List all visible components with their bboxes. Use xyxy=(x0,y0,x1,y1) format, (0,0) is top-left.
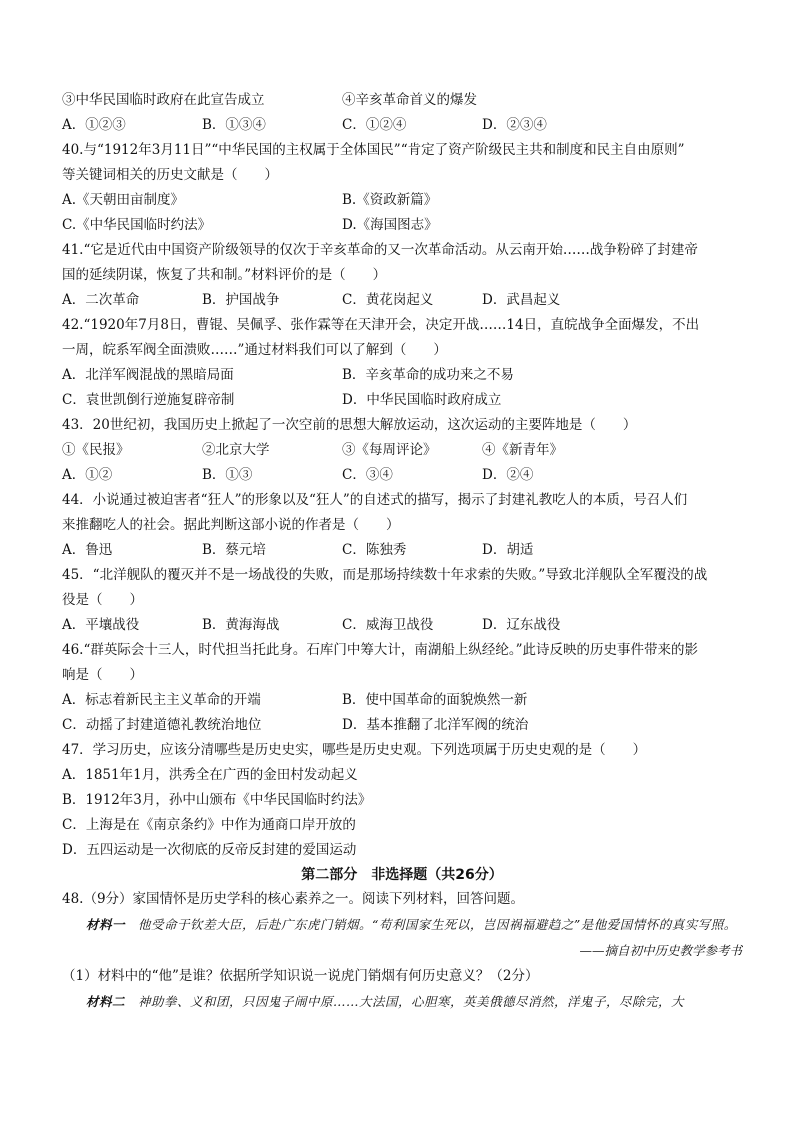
choice-a: A．鲁迅 xyxy=(62,542,113,558)
q47-choice-a: A．1851年1月，洪秀全在广西的金田村发动起义 xyxy=(62,767,358,783)
q48-sub1: （1）材料中的“他”是谁？依据所学知识说一说虎门销烟有何历史意义？（2分） xyxy=(62,968,539,984)
q47-choice-c: C．上海是在《南京条约》中作为通商口岸开放的 xyxy=(62,817,356,833)
choice-b: B．①③ xyxy=(202,467,253,483)
q43-items xyxy=(62,438,742,463)
choice-c: C．③④ xyxy=(342,467,393,483)
carry-items xyxy=(62,88,742,113)
choice-a: A．北洋军阀混战的黑暗局面 xyxy=(62,367,234,383)
q41-choices xyxy=(62,288,742,313)
choice-d: D．中华民国临时政府成立 xyxy=(342,392,502,408)
choice-d: D.《海国图志》 xyxy=(342,217,438,233)
q46-choices-row1 xyxy=(62,688,742,713)
q46-stem-line1: 46.“群英际会十三人，时代担当托此身。石库门中筹大计，南湖船上纵经纶。”此诗反映的历史事件带来的影 xyxy=(62,642,699,658)
q45-stem-line2: 役是（ ） xyxy=(62,592,143,608)
q45-stem-line1: 45．“北洋舰队的覆灭并不是一场战役的失败，而是那场持续数十年求索的失败。”导致北洋舰队全军覆没的战 xyxy=(62,567,708,583)
choice-c: C．威海卫战役 xyxy=(342,617,434,633)
choice-a: A．平壤战役 xyxy=(62,617,140,633)
choice-b: B．蔡元培 xyxy=(202,542,266,558)
item-2: ②北京大学 xyxy=(202,442,270,458)
q41-stem-line2: 国的延续阴谋，恢复了共和制。”材料评价的是（ ） xyxy=(62,267,387,283)
choice-b: B．使中国革命的面貌焕然一新 xyxy=(342,692,528,708)
item-1: ①《民报》 xyxy=(62,442,130,458)
choice-d: D．②④ xyxy=(482,467,534,483)
choice-d: D．胡适 xyxy=(482,542,534,558)
choice-a: A．①②③ xyxy=(62,117,126,133)
choice-b: B．辛亥革命的成功来之不易 xyxy=(342,367,514,383)
material-1-source: ——摘自初中历史教学参考书 xyxy=(579,943,742,958)
material-2-text: 神助拳、义和团，只因鬼子闹中原……大法国，心胆寒，英美俄德尽消然，洋鬼子，尽除完，大 xyxy=(125,994,685,1009)
carry-choices xyxy=(62,113,742,138)
choice-b: B．黄海海战 xyxy=(202,617,280,633)
q47-choice-b: B．1912年3月，孙中山颁布《中华民国临时约法》 xyxy=(62,792,372,808)
exam-page xyxy=(62,88,742,1015)
material-1-tag: 材料一 xyxy=(86,917,126,932)
carry-opt3: ③中华民国临时政府在此宣告成立 xyxy=(62,92,265,108)
material-2 xyxy=(62,989,742,1015)
q42-stem-line1: 42.“1920年7月8日，曹锟、吴佩孚、张作霖等在天津开会，决定开战……14日，直皖战争全面爆发，不出 xyxy=(62,317,700,333)
choice-d: D．辽东战役 xyxy=(482,617,561,633)
q42-choices-row2 xyxy=(62,388,742,413)
q48-stem: 48.（9分）家国情怀是历史学科的核心素养之一。阅读下列材料，回答问题。 xyxy=(62,891,525,907)
choice-a: A．①② xyxy=(62,467,113,483)
choice-b: B.《资政新篇》 xyxy=(342,192,438,208)
material-2-tag: 材料二 xyxy=(86,994,126,1009)
q41-stem-line1: 41.“它是近代由中国资产阶级领导的仅次于辛亥革命的又一次革命活动。从云南开始……战争粉碎了封建帝 xyxy=(62,242,698,258)
choice-d: D．②③④ xyxy=(482,117,547,133)
choice-c: C．袁世凯倒行逆施复辟帝制 xyxy=(62,392,235,408)
q43-choices xyxy=(62,463,742,488)
choice-a: A．二次革命 xyxy=(62,292,140,308)
q45-choices xyxy=(62,613,742,638)
choice-d: D．武昌起义 xyxy=(482,292,561,308)
choice-c: C.《中华民国临时约法》 xyxy=(62,217,212,233)
q40-choices-row2 xyxy=(62,213,742,238)
choice-c: C．动摇了封建道德礼教统治地位 xyxy=(62,717,262,733)
choice-a: A.《天朝田亩制度》 xyxy=(62,192,185,208)
q42-stem-line2: 一周，皖系军阀全面溃败……”通过材料我们可以了解到（ ） xyxy=(62,342,447,358)
q44-stem-line2: 来推翻吃人的社会。据此判断这部小说的作者是（ ） xyxy=(62,517,400,533)
material-1 xyxy=(62,912,742,938)
choice-c: C．黄花岗起义 xyxy=(342,292,434,308)
choice-d: D．基本推翻了北洋军阀的统治 xyxy=(342,717,529,733)
q42-choices-row1 xyxy=(62,363,742,388)
choice-b: B．①③④ xyxy=(202,117,266,133)
q44-stem-line1: 44．小说通过被迫害者“狂人”的形象以及“狂人”的自述式的描写，揭示了封建礼教吃人的本质，号召人们 xyxy=(62,492,688,508)
q47-choice-d: D．五四运动是一次彻底的反帝反封建的爱国运动 xyxy=(62,842,357,858)
part2-title: 第二部分 非选择题（共26分） xyxy=(301,867,503,883)
q43-stem: 43．20世纪初，我国历史上掀起了一次空前的思想大解放运动，这次运动的主要阵地是（ ） xyxy=(62,417,637,433)
choice-c: C．陈独秀 xyxy=(342,542,407,558)
q40-stem-line1: 40.与“1912年3月11日”“中华民国的主权属于全体国民”“肯定了资产阶级民主共和制度和民主自由原则” xyxy=(62,142,685,158)
material-1-text: 他受命于钦差大臣，后赴广东虎门销烟。“苟利国家生死以，岂因祸福避趋之”是他爱国情怀的真实写照。 xyxy=(125,917,737,932)
q47-stem: 47．学习历史，应该分清哪些是历史史实，哪些是历史史观。下列选项属于历史史观的是（ ） xyxy=(62,742,647,758)
carry-opt4: ④辛亥革命首义的爆发 xyxy=(342,92,477,108)
choice-a: A．标志着新民主主义革命的开端 xyxy=(62,692,261,708)
item-3: ③《每周评论》 xyxy=(342,442,437,458)
q40-stem-line2: 等关键词相关的历史文献是（ ） xyxy=(62,167,278,183)
item-4: ④《新青年》 xyxy=(482,442,563,458)
q46-stem-line2: 响是（ ） xyxy=(62,667,143,683)
q44-choices xyxy=(62,538,742,563)
q40-choices-row1 xyxy=(62,188,742,213)
choice-c: C．①②④ xyxy=(342,117,407,133)
choice-b: B．护国战争 xyxy=(202,292,280,308)
q46-choices-row2 xyxy=(62,713,742,738)
